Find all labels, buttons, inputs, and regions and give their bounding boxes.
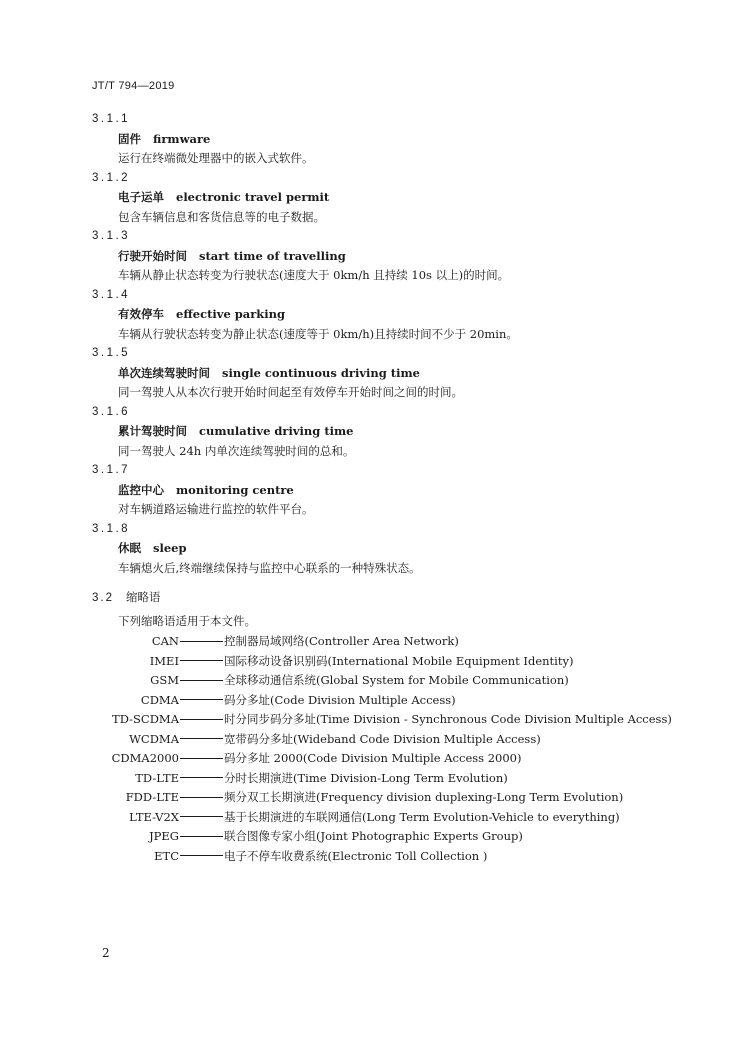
abbreviation-definition: 控制器局域网络(Controller Area Network) [224,634,459,648]
term-title [92,364,692,384]
clause-number: 3.1.8 [92,522,131,535]
term-en: electronic travel permit [176,190,330,204]
abbreviation-key: IMEI [149,653,179,668]
abbreviation-definition: 国际移动设备识别码(International Mobile Equipment Identity) [224,653,574,668]
abbreviations-list [70,632,710,866]
term-title [92,247,692,267]
clause-number: 3.1.1 [92,113,131,125]
section-title: 缩略语 [126,590,161,604]
term-en: effective parking [176,307,286,321]
document-header: JT/T 794—2019 [92,80,175,92]
term-zh: 行驶开始时间 [118,248,187,263]
term-title [92,539,692,559]
term-definition: 同一驾驶人 24h 内单次连续驾驶时间的总和。 [118,443,355,458]
abbreviation-definition: 基于长期演进的车联网通信(Long Term Evolution-Vehicle to everything) [224,809,620,824]
term-entry [92,227,692,286]
em-dash-rule [180,855,223,856]
abbreviation-key: CDMA2000 [111,751,179,765]
em-dash-rule [180,758,223,759]
term-zh: 监控中心 [118,482,164,497]
em-dash-rule [180,777,223,778]
term-definition: 对车辆道路运输进行监控的软件平台。 [118,502,314,516]
term-definition: 包含车辆信息和客货信息等的电子数据。 [118,209,325,224]
term-definition: 同一驾驶人从本次行驶开始时间起至有效停车开始时间之间的时间。 [118,385,463,399]
term-zh: 有效停车 [118,307,164,321]
abbreviation-row [70,671,710,691]
abbreviation-key: GSM [150,673,179,687]
term-en: start time of travelling [199,248,346,263]
abbreviation-row [70,847,710,867]
abbreviation-key: FDD-LTE [125,790,179,804]
abbreviation-definition: 电子不停车收费系统(Electronic Toll Collection ) [224,848,488,863]
abbreviation-row [70,749,710,769]
abbreviation-row [70,769,710,789]
term-zh: 累计驾驶时间 [118,424,187,438]
term-title [92,130,692,150]
em-dash-rule [180,738,223,739]
abbreviation-key: CDMA [140,692,179,707]
clause-number: 3.1.4 [92,288,131,301]
term-entry [92,286,692,345]
abbreviation-definition: 频分双工长期演进(Frequency division duplexing-Long Term Evolution) [224,790,624,804]
abbreviation-key: JPEG [149,829,179,843]
term-zh: 单次连续驾驶时间 [118,365,210,380]
clause-number: 3.1.3 [92,230,131,242]
abbreviation-row [70,652,710,672]
abbreviation-key: CAN [151,634,179,648]
abbreviation-key: ETC [154,848,179,863]
em-dash-rule [180,660,223,661]
em-dash-rule [180,797,223,798]
abbreviation-key: WCDMA [129,731,179,746]
em-dash-rule [180,719,223,720]
abbreviation-definition: 时分同步码分多址(Time Division - Synchronous Code Division Multiple Access) [224,712,672,726]
term-title [92,188,692,208]
abbreviation-row [70,710,710,730]
abbreviation-key: LTE-V2X [129,809,179,824]
term-en: cumulative driving time [199,424,354,438]
section-number: 3.2 [92,592,114,604]
term-title [92,481,692,501]
section-heading [92,588,161,608]
abbreviation-row [70,730,710,750]
clause-number: 3.1.2 [92,171,131,184]
abbreviation-key: TD-LTE [135,770,179,785]
clause-number: 3.1.6 [92,405,131,418]
abbreviation-row [70,691,710,711]
abbreviation-row [70,808,710,828]
em-dash-rule [180,641,223,642]
abbreviation-key: TD-SCDMA [112,712,179,726]
clause-number: 3.1.7 [92,464,131,476]
abbreviation-definition: 分时长期演进(Time Division-Long Term Evolution) [224,770,508,785]
term-en: firmware [153,131,211,146]
em-dash-rule [180,680,223,681]
term-en: sleep [153,541,187,555]
term-definition: 车辆从行驶状态转变为静止状态(速度等于 0km/h)且持续时间不少于 20min。 [118,326,518,341]
abbreviations-intro: 下列缩略语适用于本文件。 [118,614,256,628]
term-definition: 车辆熄火后,终端继续保持与监控中心联系的一种特殊状态。 [118,560,421,575]
em-dash-rule [180,699,223,700]
terms-section [92,110,692,578]
term-en: monitoring centre [176,482,294,497]
term-zh: 固件 [118,131,141,146]
term-definition: 车辆从静止状态转变为行驶状态(速度大于 0km/h 且持续 10s 以上)的时间。 [118,268,510,282]
term-entry [92,110,692,169]
page-number: 2 [102,946,110,960]
em-dash-rule [180,836,223,837]
abbreviation-definition: 码分多址(Code Division Multiple Access) [224,692,456,707]
abbreviation-row [70,632,710,652]
term-zh: 休眠 [118,541,141,555]
abbreviation-definition: 宽带码分多址(Wideband Code Division Multiple Access) [224,731,541,746]
term-title [92,305,692,325]
term-en: single continuous driving time [222,365,420,380]
term-entry [92,344,692,403]
abbreviation-definition: 码分多址 2000(Code Division Multiple Access 2000) [224,751,522,765]
clause-number: 3.1.5 [92,347,131,359]
abbreviation-definition: 全球移动通信系统(Global System for Mobile Communication) [224,673,569,687]
term-entry [92,520,692,579]
abbreviation-definition: 联合图像专家小组(Joint Photographic Experts Group) [224,829,523,843]
term-definition: 运行在终端微处理器中的嵌入式软件。 [118,151,314,165]
term-title [92,422,692,442]
term-entry [92,461,692,520]
abbreviation-row [70,788,710,808]
em-dash-rule [180,816,223,817]
term-entry [92,403,692,462]
abbreviation-row [70,827,710,847]
term-zh: 电子运单 [118,190,164,204]
term-entry [92,169,692,228]
